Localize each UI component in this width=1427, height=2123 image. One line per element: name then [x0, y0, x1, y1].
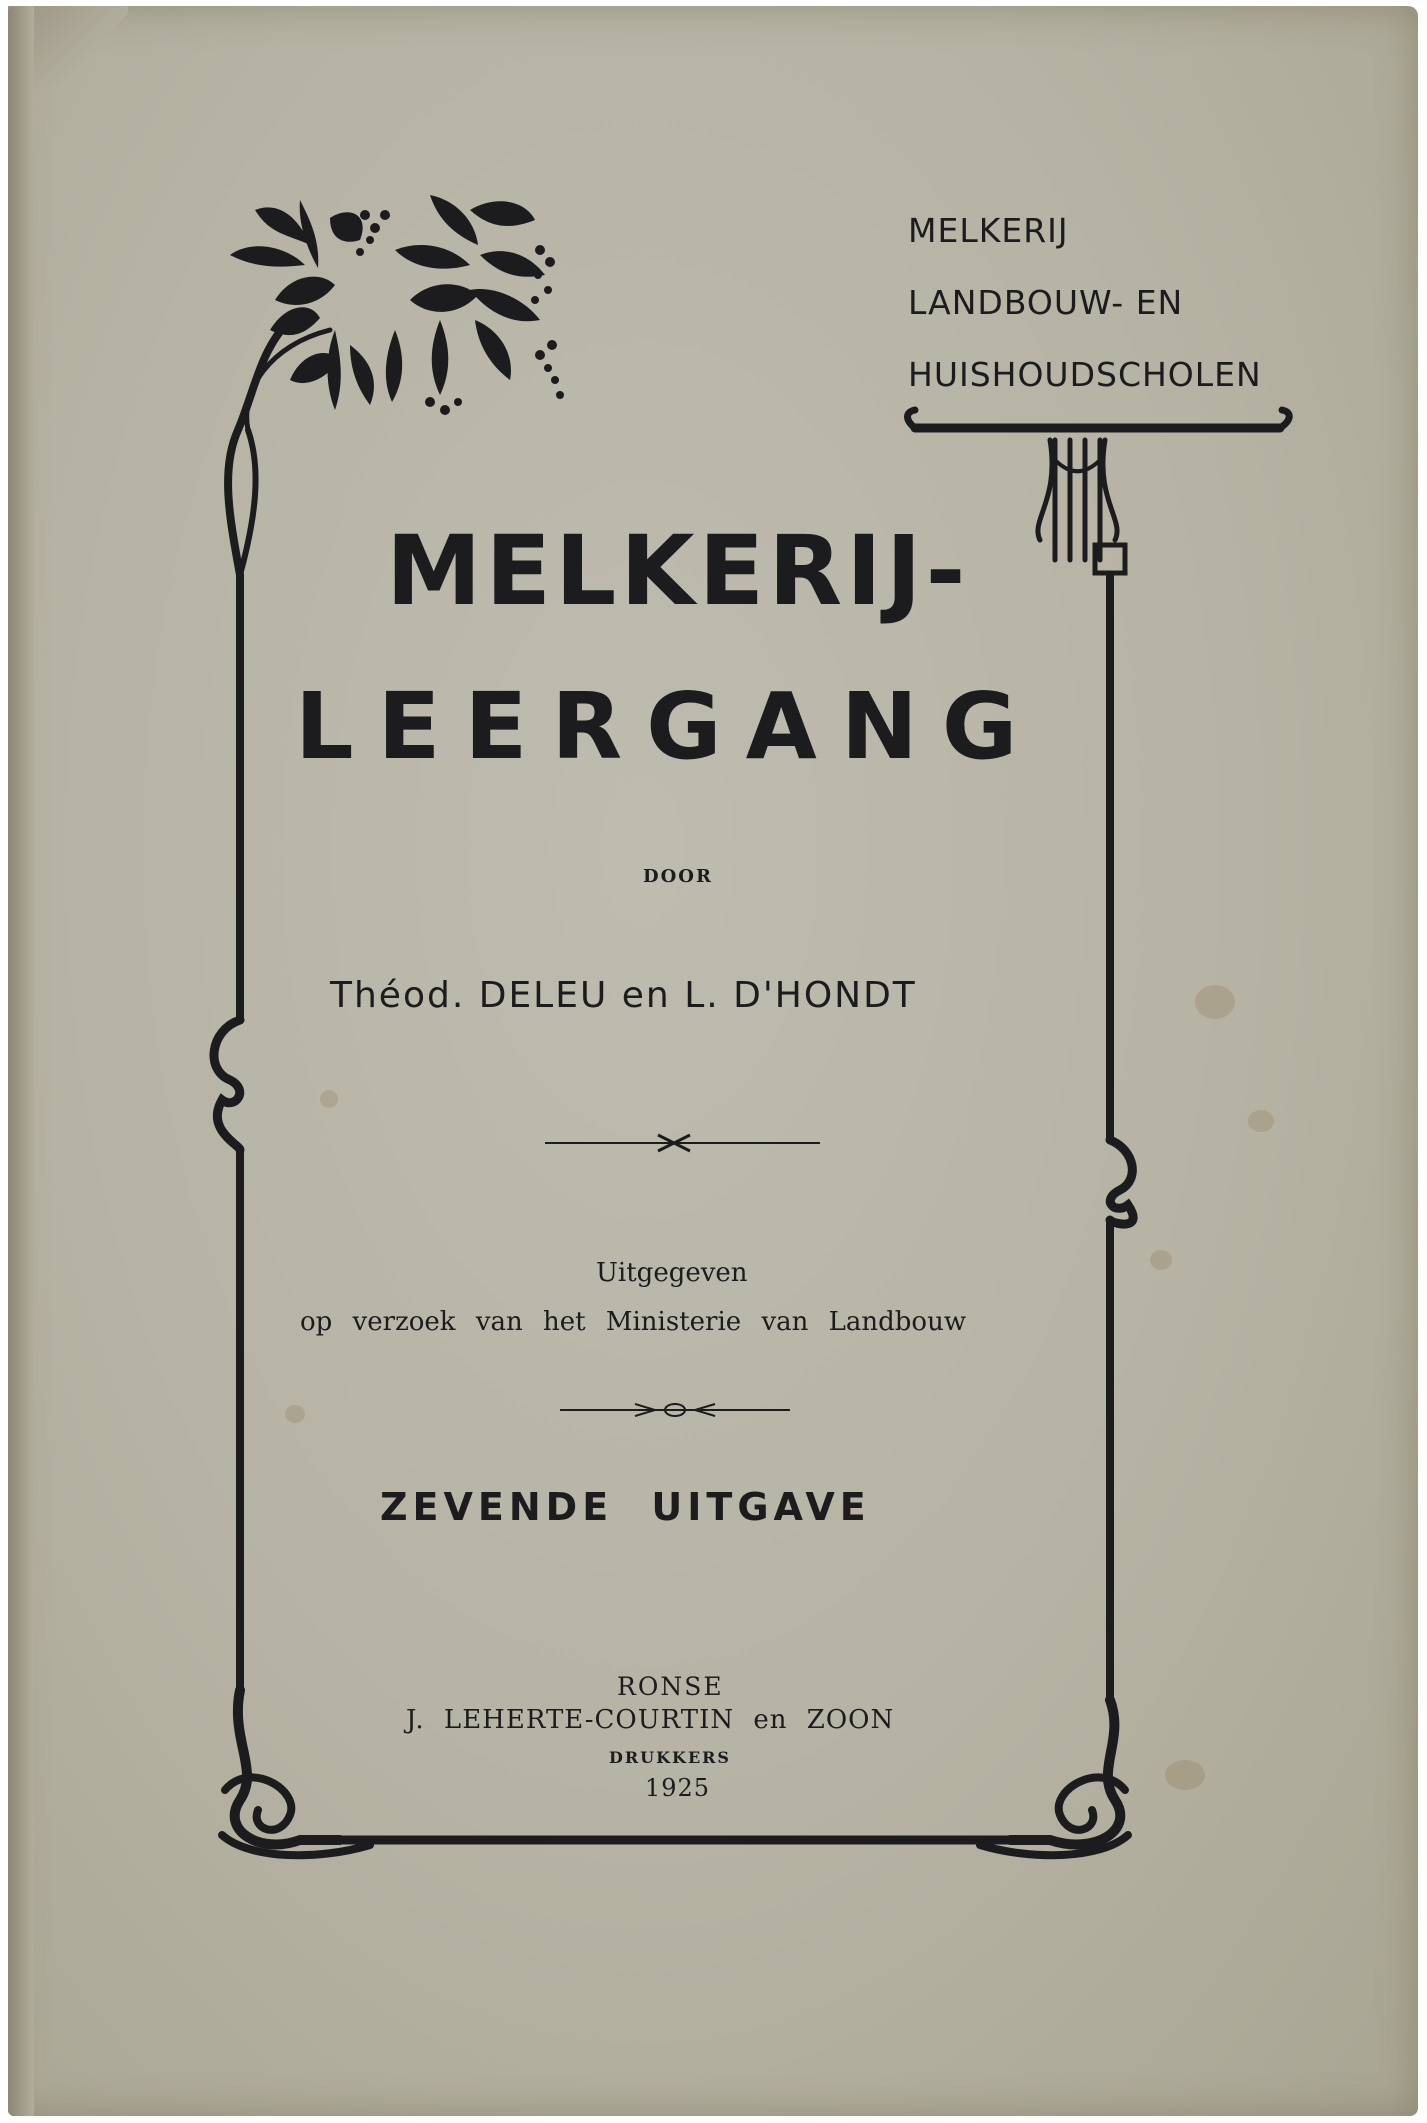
series-line-3: HUISHOUDSCHOLEN — [908, 355, 1262, 394]
edition: ZEVENDE UITGAVE — [380, 1485, 871, 1529]
imprint-city: RONSE — [617, 1672, 724, 1701]
publication-line-1: Uitgegeven — [596, 1258, 748, 1288]
publication-line-2: op verzoek van het Ministerie van Landbouw — [300, 1307, 967, 1337]
authors: Théod. DELEU en L. D'HONDT — [330, 975, 917, 1016]
imprint-role: DRUKKERS — [609, 1748, 731, 1767]
book-title-line-1: MELKERIJ- — [386, 515, 970, 627]
book-title-line-2: LEERGANG — [295, 673, 1042, 780]
byline-door-text: DOOR — [643, 866, 713, 887]
series-title — [908, 195, 1328, 411]
imprint-printer: J. LEHERTE-COURTIN en ZOON — [406, 1705, 895, 1735]
imprint-year: 1925 — [645, 1774, 711, 1802]
series-line-2: LANDBOUW- EN — [908, 283, 1184, 322]
series-line-1: MELKERIJ — [908, 211, 1069, 250]
